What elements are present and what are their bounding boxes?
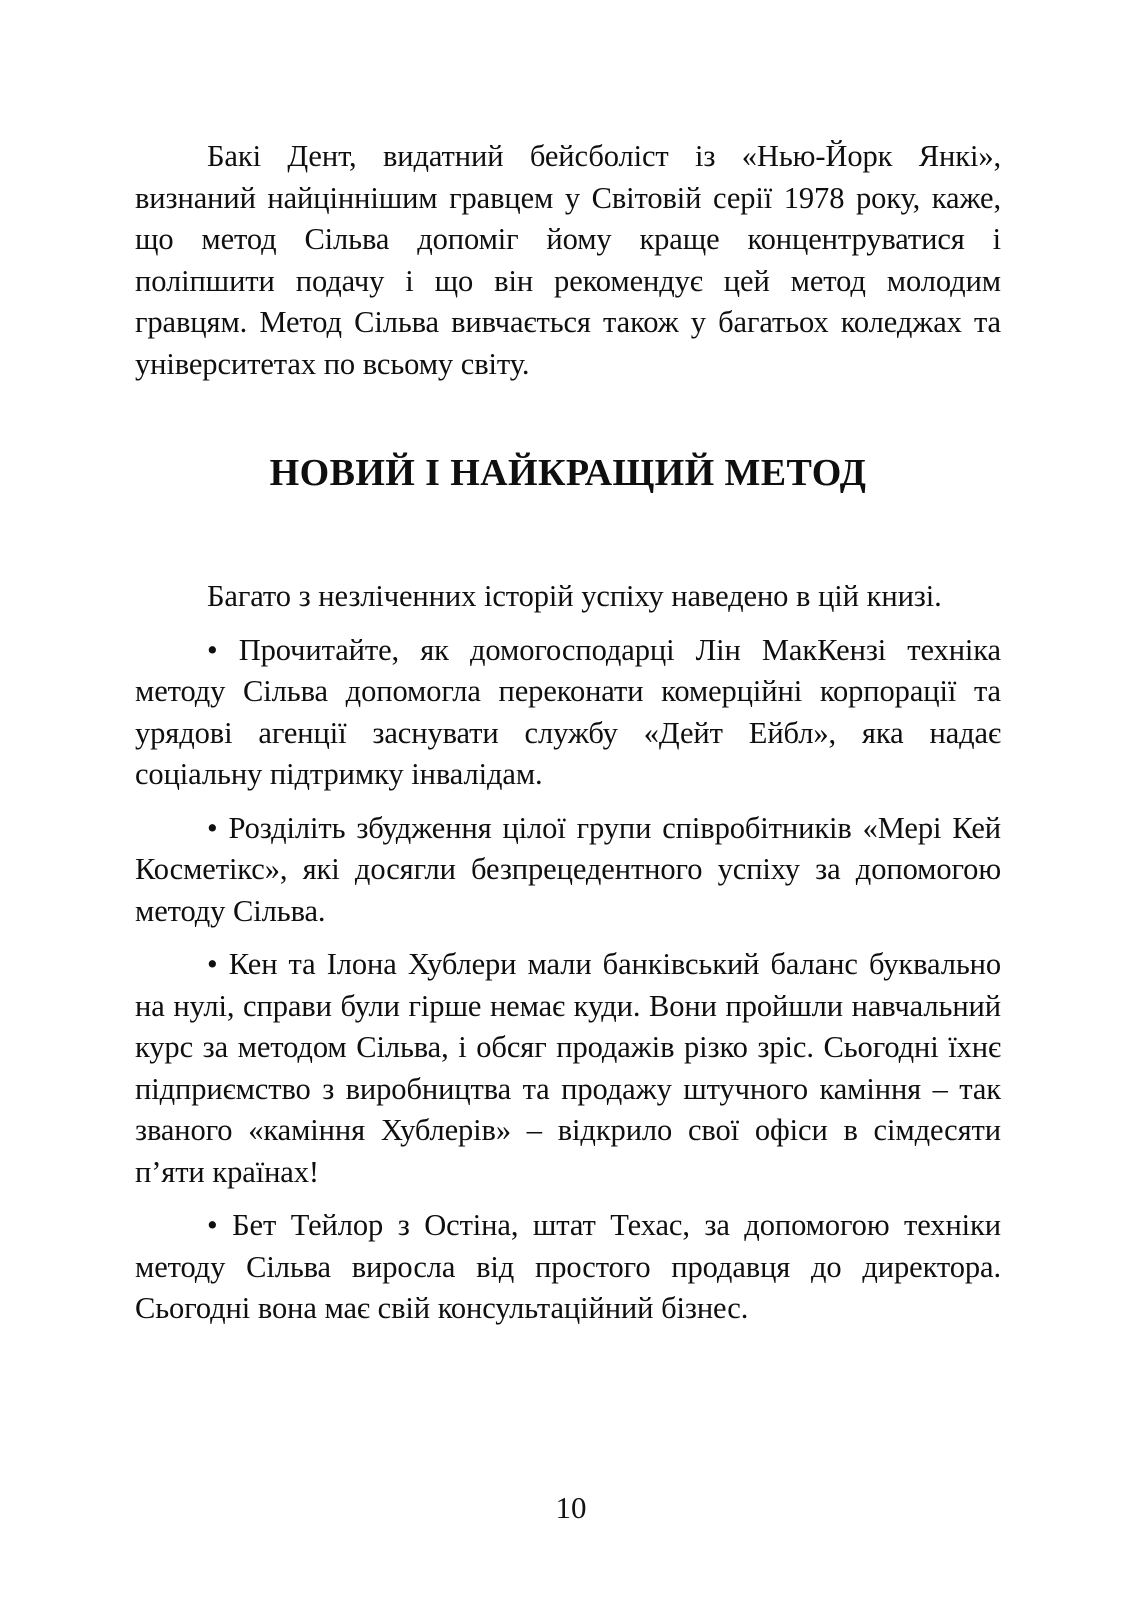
bullet-item-1: • Прочитайте, як домогосподарці Лін МакКензі техніка методу Сільва допомогла переконати комерційні корпорації та урядові агенції заснувати службу «Дейт Ейбл», яка надає соціальну підтримку інвалідам. xyxy=(135,632,1001,791)
bullet-item-2: • Розділіть збудження цілої групи співробітників «Мері Кей Косметікс», які досягли безпрецедентного успіху за допомогою методу Сільва. xyxy=(135,810,1001,928)
section-heading: НОВИЙ І НАЙКРАЩИЙ МЕТОД xyxy=(269,452,867,494)
heading-block xyxy=(135,449,1001,497)
page-number: 10 xyxy=(555,1490,587,1525)
text-column xyxy=(135,136,1001,1330)
bullet-item-3: • Кен та Ілона Хублери мали банківський баланс буквально на нулі, справи були гірше немає куди. Вони пройшли навчальний курс за методом Сільва, і обсяг продажів різко зріс. Сьогодні їхнє підприємство з виробництва та продажу штучного каміння – так званого «каміння Хублерів» – відкрило свої офіси в сімдесяти п’яти країнах! xyxy=(135,947,1001,1189)
opening-paragraph: Бакі Дент, видатний бейсболіст із «Нью-Йорк Янкі», визнаний найціннішим гравцем у Світовій серії 1978 року, каже, що метод Сільва допоміг йому краще концентруватися і поліпшити подачу і що він рекомендує цей метод молодим гравцям. Метод Сільва вивчається також у багатьох коледжах та університетах по всьому світу. xyxy=(135,139,1001,381)
bullet-item-4: • Бет Тейлор з Остіна, штат Техас, за допомогою техніки методу Сільва виросла від простого продавця до директора. Сьогодні вона має свій консультаційний бізнес. xyxy=(135,1208,1001,1325)
intro-line: Багато з незліченних історій успіху наведено в цій книзі. xyxy=(207,579,942,613)
